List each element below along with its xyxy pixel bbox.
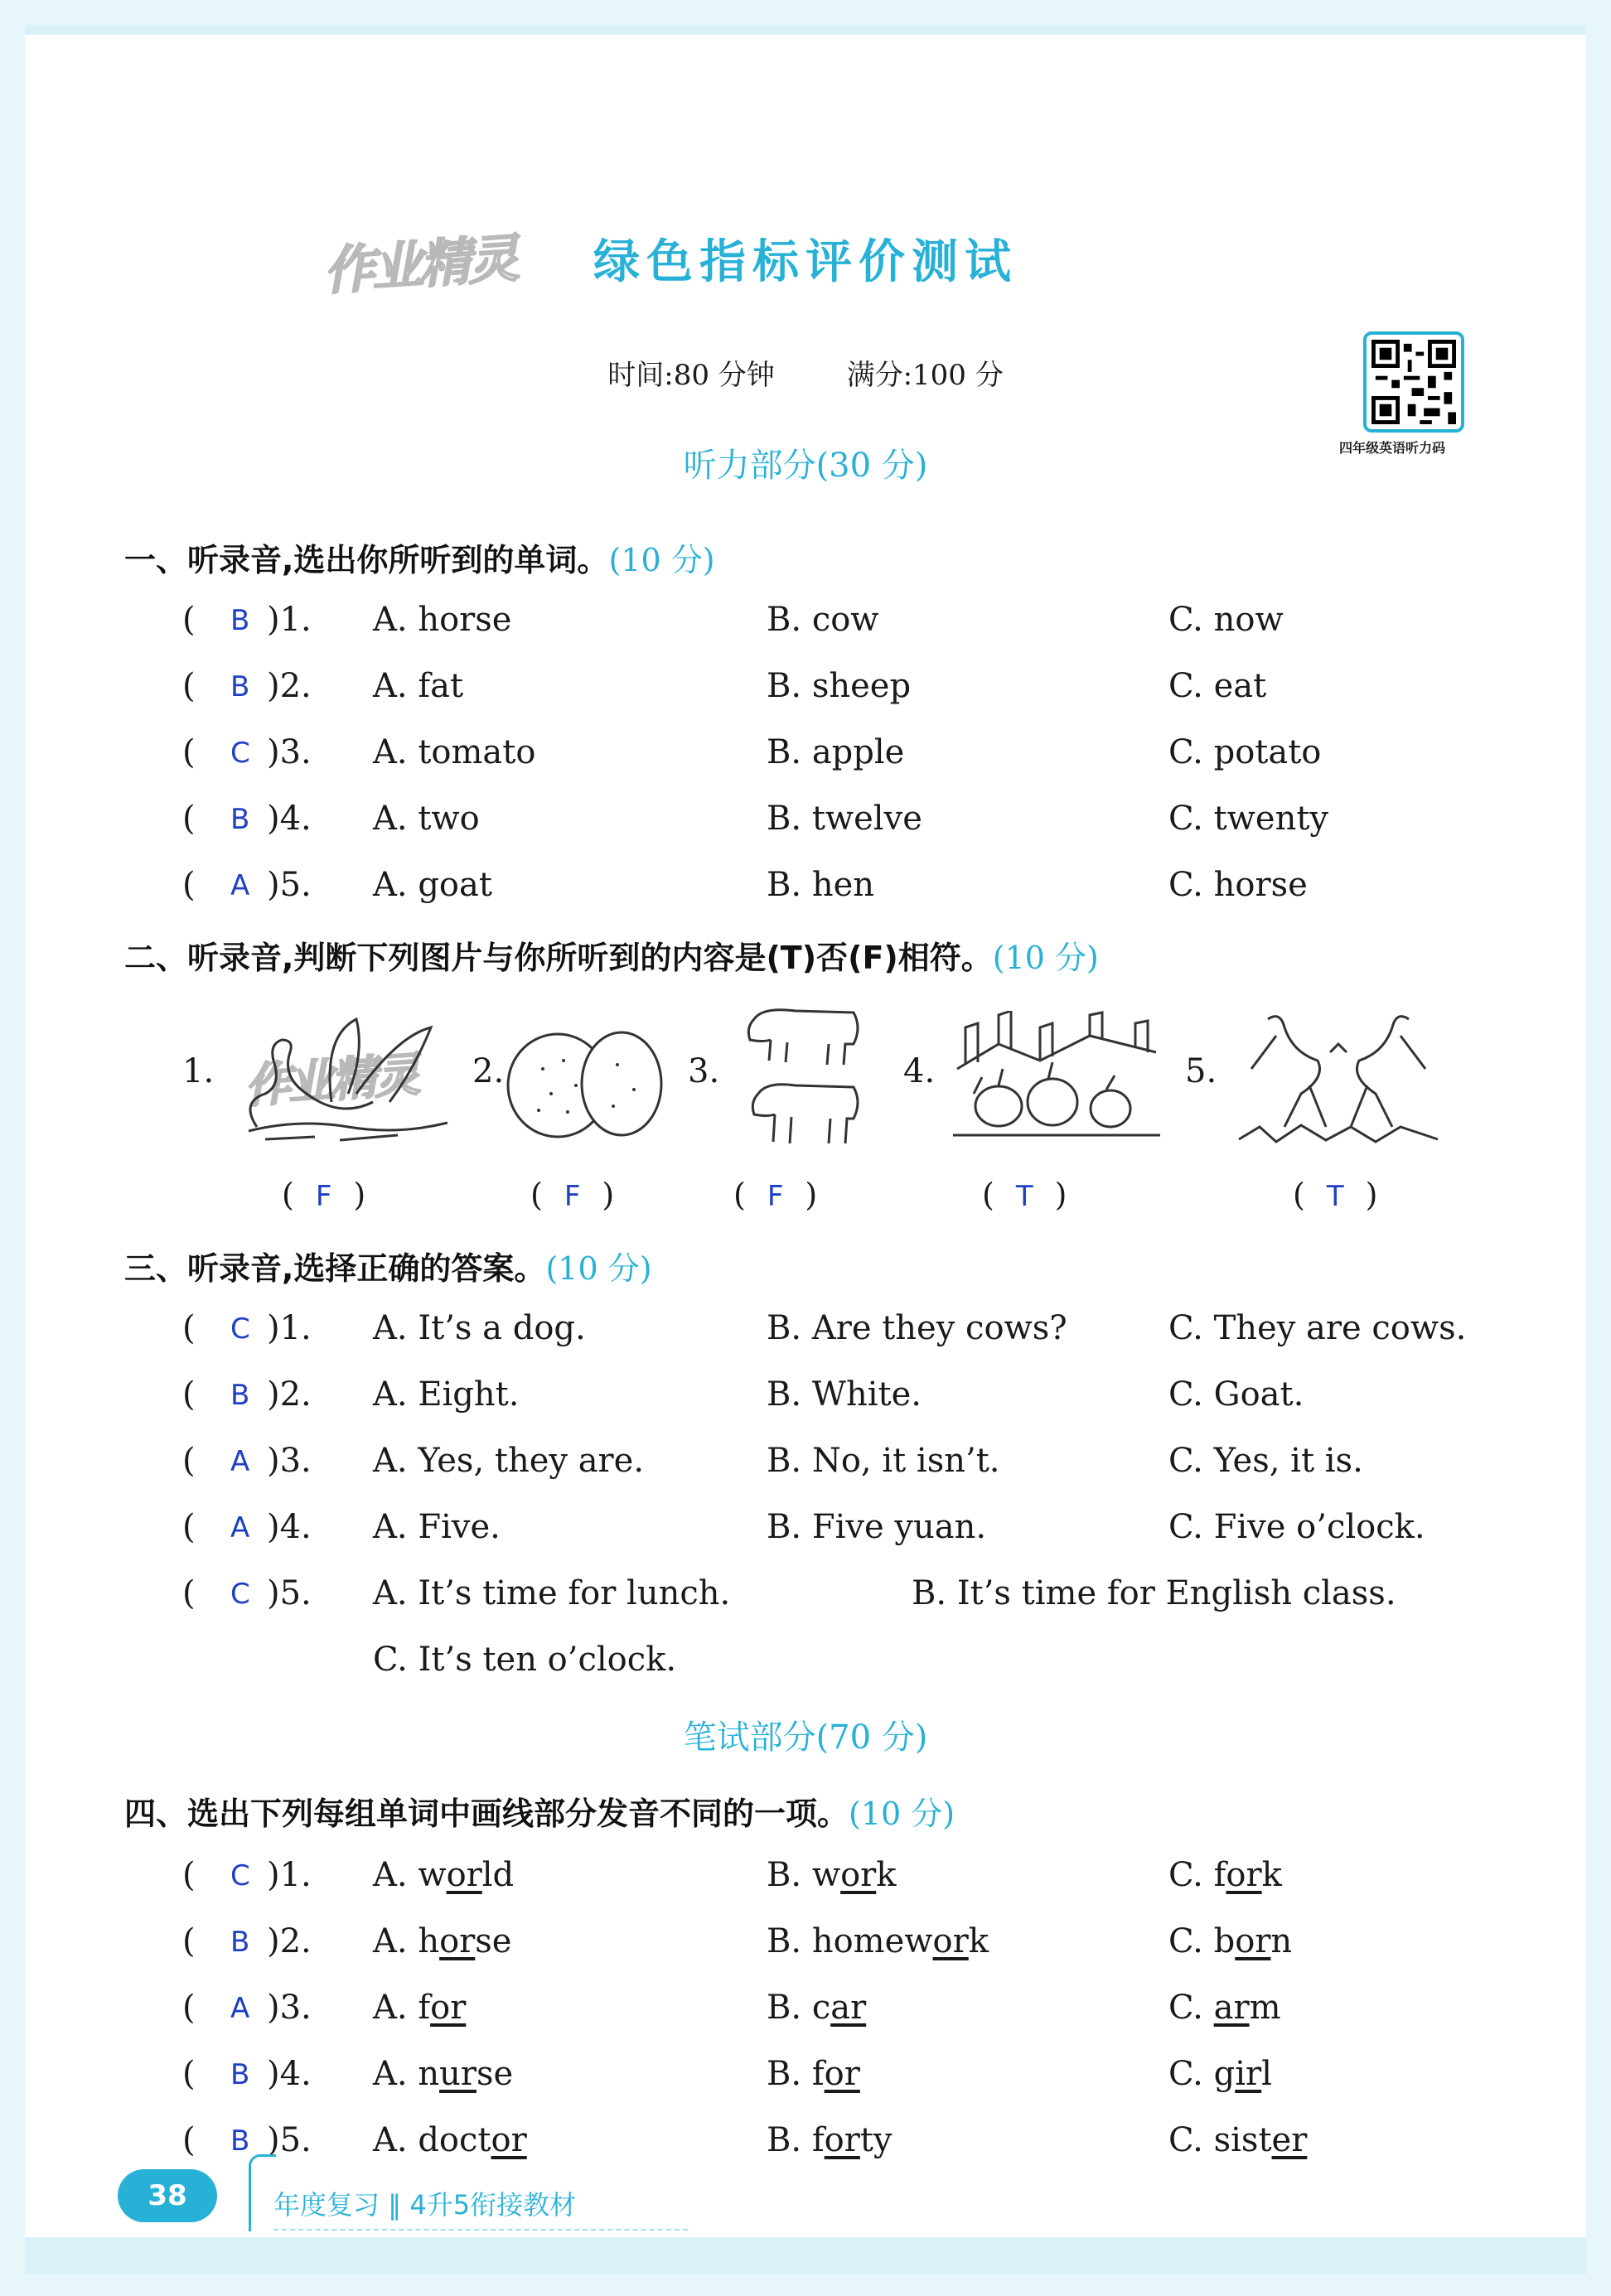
answer: B <box>230 803 250 836</box>
answer: A <box>230 1992 250 2025</box>
q3-row: ( A )4. A. Five. B. Five yuan. C. Five o’clock. <box>182 1508 1425 1546</box>
q4-row: ( C )1. A. world B. work C. fork <box>182 1856 1282 1894</box>
q2-points: (10 分) <box>992 940 1099 976</box>
qr-icon <box>1363 331 1464 433</box>
q1-points: (10 分) <box>608 542 715 578</box>
q4-head-text: 四、选出下列每组单词中画线部分发音不同的一项。 <box>124 1796 849 1832</box>
answer: B <box>230 1379 250 1412</box>
answer: C <box>230 737 250 770</box>
q1-row: ( B )2. A. fat B. sheep C. eat <box>182 667 1267 705</box>
answer: B <box>230 2124 250 2158</box>
answer: B <box>230 604 250 637</box>
q2-head-text: 二、听录音,判断下列图片与你所听到的内容是(T)否(F)相符。 <box>124 940 993 976</box>
writing-points: (70 分) <box>815 1718 928 1757</box>
listening-points: (30 分) <box>815 447 928 485</box>
pic-label-4: 4. <box>903 1052 936 1090</box>
potato-icon <box>501 1019 667 1143</box>
answer: B <box>230 1926 250 1959</box>
q2-answer-5: ( T ) <box>1293 1177 1378 1213</box>
q2-answer-2: ( F ) <box>530 1177 615 1213</box>
footer-decoration <box>249 2154 276 2231</box>
page-title: 绿色指标评价测试 <box>593 235 1018 289</box>
q3-points: (10 分) <box>545 1250 652 1287</box>
q4-row: ( A )3. A. for B. car C. arm <box>182 1989 1281 2027</box>
q4-heading <box>124 1788 955 1834</box>
answer: B <box>230 670 250 703</box>
swan-icon <box>232 1003 464 1143</box>
q1-row: ( B )4. A. two B. twelve C. twenty <box>182 800 1329 838</box>
q2-answer-1: ( F ) <box>282 1177 366 1213</box>
qr-code[interactable] <box>1301 331 1483 457</box>
q4-row: ( B )4. A. nurse B. for C. girl <box>182 2055 1272 2093</box>
q3-row: ( C )5. A. It’s time for lunch. B. It’s time for English class. <box>182 1574 1396 1612</box>
answer: A <box>230 1511 250 1544</box>
listening-label: 听力部分 <box>683 447 816 485</box>
footer-band <box>25 2237 1586 2274</box>
page-number: 38 <box>118 2169 217 2222</box>
q1-row: ( B )1. A. horse B. cow C. now <box>182 601 1284 639</box>
q1-heading <box>124 534 715 580</box>
answer: C <box>230 1578 250 1611</box>
footer-divider <box>273 2229 688 2231</box>
worksheet-page <box>25 25 1586 2274</box>
answer: B <box>230 2058 250 2091</box>
qr-caption: 四年级英语听力码 <box>1338 440 1445 456</box>
cows-icon <box>738 994 870 1152</box>
watermark-2: 作业精灵 <box>243 1047 419 1114</box>
footer-text: 年度复习 ‖ 4升5衔接教材 <box>273 2189 577 2221</box>
writing-title <box>25 1711 1586 1758</box>
q3-row: ( B )2. A. Eight. B. White. C. Goat. <box>182 1375 1304 1414</box>
answer: A <box>230 1445 250 1478</box>
q4-row: ( B )5. A. doctor B. forty C. sister <box>182 2121 1308 2159</box>
q3-head-text: 三、听录音,选择正确的答案。 <box>124 1250 546 1287</box>
q2-answer-3: ( F ) <box>733 1177 818 1213</box>
pic-label-2: 2. <box>472 1052 505 1090</box>
q3-row: ( C )1. A. It’s a dog. B. Are they cows? C. They are cows. <box>182 1309 1467 1347</box>
q4-points: (10 分) <box>849 1796 955 1832</box>
writing-label: 笔试部分 <box>683 1718 816 1757</box>
answer: C <box>230 1859 250 1892</box>
full-score: 满分:100 分 <box>846 359 1004 392</box>
q2-heading <box>124 932 1099 978</box>
q1-head-text: 一、听录音,选出你所听到的单词。 <box>124 542 609 578</box>
pic-label-5: 5. <box>1185 1052 1217 1090</box>
q1-row: ( A )5. A. goat B. hen C. horse <box>182 866 1308 904</box>
answer: C <box>230 1312 250 1346</box>
q2-answer-4: ( T ) <box>982 1177 1067 1213</box>
horses-icon <box>1235 1003 1442 1148</box>
fence-vegetables-icon <box>949 1011 1164 1143</box>
watermark: 作业精灵 <box>322 227 518 302</box>
q4-row: ( B )2. A. horse B. homework C. born <box>182 1922 1293 1960</box>
answer: A <box>230 869 250 902</box>
pic-label-3: 3. <box>688 1052 720 1090</box>
q1-row: ( C )3. A. tomato B. apple C. potato <box>182 733 1322 771</box>
listening-title <box>25 439 1586 486</box>
time-limit: 时间:80 分钟 <box>607 359 775 392</box>
q3-row: ( A )3. A. Yes, they are. B. No, it isn’t. C. Yes, it is. <box>182 1442 1363 1480</box>
q3-heading <box>124 1243 652 1288</box>
pic-label-1: 1. <box>182 1052 215 1090</box>
q3-row-cont: C. It’s ten o’clock. <box>373 1641 677 1679</box>
